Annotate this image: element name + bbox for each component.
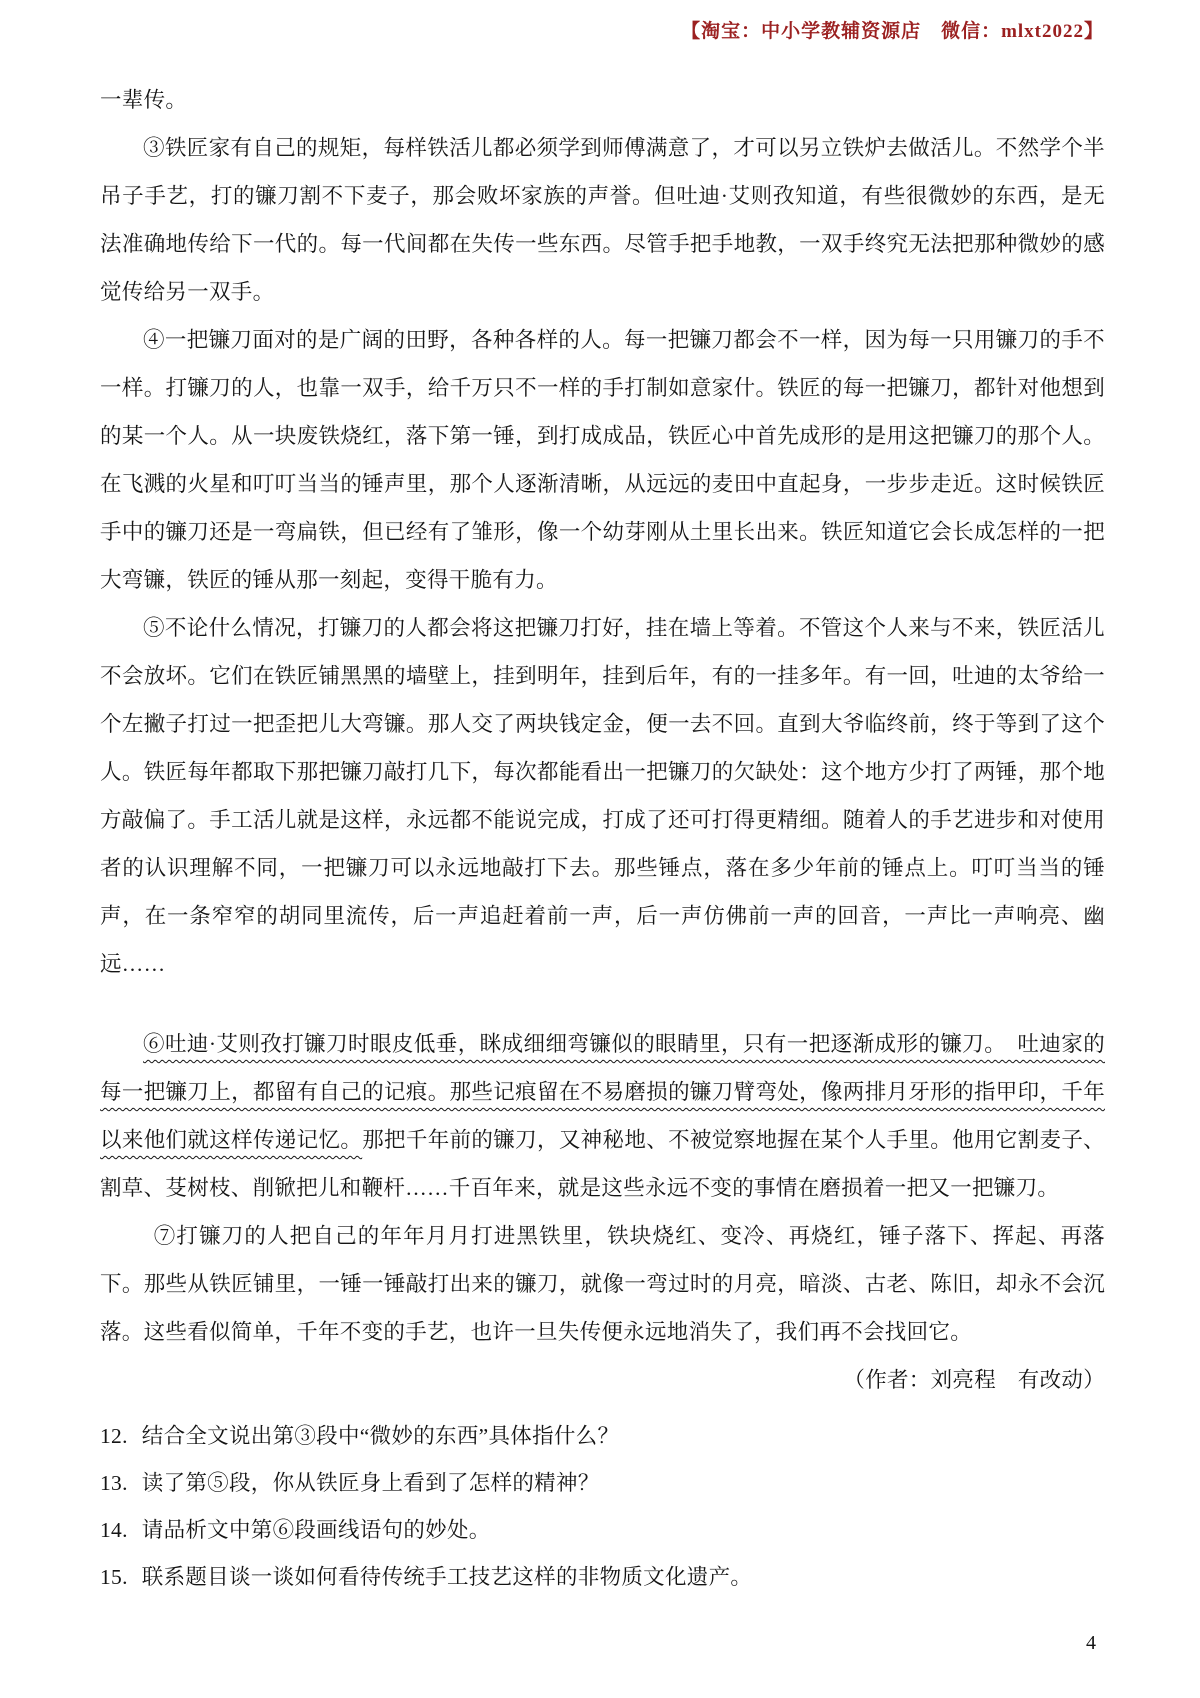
question-13	[100, 1460, 1105, 1507]
question-12-text: 结合全文说出第③段中“微妙的东西”具体指什么？	[141, 1424, 620, 1448]
page-number: 4	[1086, 1632, 1096, 1654]
question-14-text: 请品析文中第⑥段画线语句的妙处。	[141, 1518, 491, 1542]
paragraph-5: ⑤不论什么情况，打镰刀的人都会将这把镰刀打好，挂在墙上等着。不管这个人来与不来，铁匠活儿不会放坏。它们在铁匠铺黑黑的墙壁上，挂到明年，挂到后年，有的一挂多年。有一回，吐迪的太爷给一个左撇子打过一把歪把儿大弯镰。那人交了两块钱定金，便一去不回。直到大爷临终前，终于等到了这个人。铁匠每年都取下那把镰刀敲打几下，每次都能看出一把镰刀的欠缺处：这个地方少打了两锤，那个地方敲偏了。手工活儿就是这样，永远都不能说完成，打成了还可打得更精细。随着人的手艺进步和对使用者的认识理解不同，一把镰刀可以永远地敲打下去。那些锤点，落在多少年前的锤点上。叮叮当当的锤声，在一条窄窄的胡同里流传，后一声追赶着前一声，后一声仿佛前一声的回音，一声比一声响亮、幽远……	[100, 616, 1105, 976]
paragraph-6-rest: 那把千年前的镰刀，又神秘地、不被觉察地握在某个人手里。他用它割麦子、割草、芟树枝、削锨把儿和鞭杆……千百年来，就是这些永远不变的事情在磨损着一把又一把镰刀。	[100, 1128, 1105, 1200]
question-12-number: 12.	[100, 1424, 128, 1448]
question-13-text: 读了第⑤段，你从铁匠身上看到了怎样的精神？	[141, 1471, 600, 1495]
question-15-text: 联系题目谈一谈如何看待传统手工技艺这样的非物质文化遗产。	[141, 1565, 753, 1589]
passage-body	[100, 76, 1105, 1601]
paragraph-6	[100, 1020, 1105, 1212]
question-14	[100, 1507, 1105, 1554]
questions-list	[100, 1413, 1105, 1601]
question-15-number: 15.	[100, 1565, 128, 1589]
watermark-header: 【淘宝：中小学教辅资源店 微信：mlxt2022】	[681, 21, 1104, 42]
question-13-number: 13.	[100, 1471, 128, 1495]
paragraph-4: ④一把镰刀面对的是广阔的田野，各种各样的人。每一把镰刀都会不一样，因为每一只用镰刀的手不一样。打镰刀的人，也靠一双手，给千万只不一样的手打制如意家什。铁匠的每一把镰刀，都针对他想到的某一个人。从一块废铁烧红，落下第一锤，到打成成品，铁匠心中首先成形的是用这把镰刀的那个人。在飞溅的火星和叮叮当当的锤声里，那个人逐渐清晰，从远远的麦田中直起身，一步步走近。这时候铁匠手中的镰刀还是一弯扁铁，但已经有了雏形，像一个幼芽刚从土里长出来。铁匠知道它会长成怎样的一把大弯镰，铁匠的锤从那一刻起，变得干脆有力。	[100, 328, 1105, 592]
paragraph-3: ③铁匠家有自己的规矩，每样铁活儿都必须学到师傅满意了，才可以另立铁炉去做活儿。不然学个半吊子手艺，打的镰刀割不下麦子，那会败坏家族的声誉。但吐迪·艾则孜知道，有些很微妙的东西，是无法准确地传给下一代的。每一代间都在失传一些东西。尽管手把手地教，一双手终究无法把那种微妙的感觉传给另一双手。	[100, 136, 1105, 304]
underlined-sentence: ⑥吐迪·艾则孜打镰刀时眼皮低垂，眯成细细弯镰似的眼睛里，只有一把逐渐成形的镰刀。 吐迪家的每一把镰刀上，都留有自己的记痕。那些记痕留在不易磨损的镰刀臂弯处，像两排月牙形的指甲印，千年以来他们就这样传递记忆。	[100, 1032, 1105, 1152]
question-14-number: 14.	[100, 1518, 128, 1542]
author-attribution: （作者：刘亮程 有改动）	[843, 1368, 1105, 1392]
paragraph-continuation: 一辈传。	[100, 88, 188, 112]
paragraph-7: ⑦打镰刀的人把自己的年年月月打进黑铁里，铁块烧红、变冷、再烧红，锤子落下、挥起、再落下。那些从铁匠铺里，一锤一锤敲打出来的镰刀，就像一弯过时的月亮，暗淡、古老、陈旧，却永不会沉落。这些看似简单，千年不变的手艺，也许一旦失传便永远地消失了，我们再不会找回它。	[100, 1224, 1105, 1344]
question-15	[100, 1554, 1105, 1601]
question-12	[100, 1413, 1105, 1460]
